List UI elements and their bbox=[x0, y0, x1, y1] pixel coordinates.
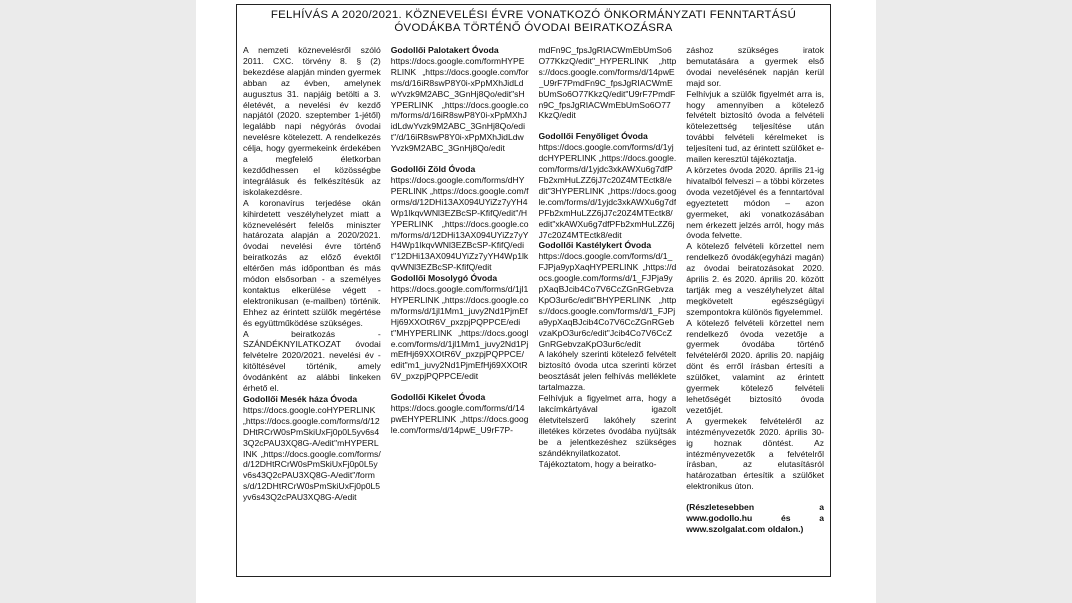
form-link[interactable]: https://docs.google.coHYPERLINK „https://docs.google.com/forms/d/12DHtRCrW0sPmSkiUxFj0p0L5yv6s43Q2cPAU3XQ8G-A/edit"mHYPERLINK „https://docs.google.com/forms/d/12DHtRCrW0sPmSkiUxFj0p0L5yv6s43Q2cPAU3XQ8G-A/edit"/forms/d/12DHtRCrW0sPmSkiUxFj0p0L5yv6s43Q2cPAU3XQ8G-A/edit bbox=[243, 404, 381, 503]
paragraph: Felhívjuk a szülők figyelmét arra is, hogy amennyiben a kötelező felvételt biztosító óvoda a felvételi kötelezettség teljesítése után további felvételi kérelmeket is teljesíteni tud, az érintett szülőket e-mailen keresztül tájékoztatja. bbox=[686, 88, 824, 165]
newspaper-page bbox=[196, 0, 876, 603]
paragraph: záshoz szükséges iratok bemutatására a gyermek első óvodai nevelésének napján kerül majd sor. bbox=[686, 45, 824, 88]
kindergarten-name: Godollői Mesék háza Óvoda bbox=[243, 394, 358, 404]
paragraph: A körzetes óvoda 2020. április 21-ig hivatalból felveszi – a többi körzetes óvoda vezetőjével és a fenntartóval egyeztetett módon – azon gyermeket, aki vonatkozásában nem érkezett jelzés arról, hogy más óvoda felvette. bbox=[686, 164, 824, 241]
details-note: (Részletesebben a www.godollo.hu és a www.szolgalat.com oldalon.) bbox=[686, 502, 824, 534]
page-title: FELHÍVÁS A 2020/2021. KÖZNEVELÉSI ÉVRE VONATKOZÓ ÖNKORMÁNYZATI FENNTARTÁSÚ ÓVODÁKBA TÖRTÉNŐ ÓVODAI BEIRATKOZÁSRA bbox=[270, 9, 797, 34]
paragraph: A beiratkozás - SZÁNDÉKNYILATKOZAT óvodai felvételre 2020/2021. nevelési év - kitöltésével történik, amely óvodánként az alábbi linkeken érhető el. bbox=[243, 328, 381, 394]
kindergarten-name: Godollői Zöld Óvoda bbox=[390, 164, 476, 175]
kindergarten-name: Godollői Palotakert Óvoda bbox=[390, 45, 499, 55]
column-1 bbox=[243, 45, 381, 572]
paragraph: A lakóhely szerinti kötelező felvételt biztosító óvoda utca szerinti körzet beosztását jelen felhívás melléklete tartalmazza. bbox=[538, 349, 677, 393]
form-link[interactable]: https://docs.google.com/forms/d/1jl1HYPERLINK „https://docs.google.com/forms/d/1jl1Mm1_juvy2Nd1PjmEfHj69XXOtR6V_pxzpjPQPPCE/edit"MHYPERLINK „https://docs.google.com/forms/d/1jl1Mm1_juvy2Nd1PjmEfHj69XXOtR6V_pxzpjPQPPCE/edit"m1_juvy2Nd1PjmEfHj69XXOtR6V_pxzpjPQPPCE/edit bbox=[390, 284, 529, 382]
paragraph: Tájékoztatom, hogy a beiratko- bbox=[538, 458, 657, 469]
paragraph: A kötelező felvételi körzettel nem rendelkező óvoda vezetője a gyermek óvodába történő felvételéről 2020. április 20. napjáig dönt és erről írásban értesíti a szülőket, valamint az érintett gyermek kötelező felvételi lehetőségét biztosító óvoda vezetőjét. bbox=[686, 317, 824, 415]
column-4 bbox=[686, 45, 824, 572]
kindergarten-name: Godollői Kikelet Óvoda bbox=[390, 392, 486, 403]
column-2 bbox=[391, 45, 529, 572]
form-link[interactable]: mdFn9C_fpsJgRIACWmEbUmSo6O77KkzQ/edit"_HYPERLINK „https://docs.google.com/forms/d/14pwE_U9rF7PmdFn9C_fpsJgRIACWmEbUmSo6O77KkzQ/edit"U9rF7PmdFn9C_fpsJgRIACWmEbUmSo6O77KkzQ/edit bbox=[538, 45, 677, 121]
column-3 bbox=[539, 45, 677, 572]
form-link[interactable]: https://docs.google.com/forms/d/1_FJPja9ypXaqHYPERLINK „https://docs.google.com/forms/d/1_FJPja9ypXaqBJcib4Co7V6CcZGnRGebvzaKpO3ur6c/edit"BHYPERLINK „https://docs.google.com/forms/d/1_FJPja9ypXaqBJcib4Co7V6CcZGnRGebvzaKpO3ur6c/edit"Jcib4Co7V6CcZGnRGebvzaKpO3ur6c/edit bbox=[538, 251, 677, 349]
paragraph: A gyermekek felvételéről az intézményvezetők 2020. április 30-ig hoznak döntést. Az intézményvezetők a felvételről írásban, az elutasításról határozatban értesítik a szülőket elektronikus úton. bbox=[686, 415, 824, 492]
announcement-box bbox=[236, 4, 831, 577]
paragraph: A kötelező felvételi körzettel nem rendelkező óvodák(egyházi magán) az óvodai beiratozásokat 2020. április 2. és 2020. április 20. között tartják meg a veszélyhelyzet által megkövetelt egészségügyi szempontokra különös figyelemmel. bbox=[686, 241, 824, 317]
kindergarten-name: Godollői Fenyőliget Óvoda bbox=[538, 131, 648, 142]
paragraph: A koronavírus terjedése okán kihirdetett veszélyhelyzet miatt a köznevelésért felelős miniszter határozata alapján a 2020/2021. óvodai nevelési évre történő beiratkozás az előző évektől eltérően más időpontban és más módon elsősorban - a személyes kontaktus elkerülése végett - elektronikusan (e-mailben) történik. Ehhez az érintett szülők megértése és együttműködése szükséges. bbox=[243, 197, 381, 328]
form-link[interactable]: https://docs.google.com/forms/d/1yjdcHYPERLINK „https://docs.google.com/forms/d/1yjdc3xkAWXu6g7dfPFb2xmHuLZZ6jJ7c20Z4MTEctk8/edit"3HYPERLINK „https://docs.google.com/forms/d/1yjdc3xkAWXu6g7dfPFb2xmHuLZZ6jJ7c20Z4MTEctk8/edit"xkAWXu6g7dfPFb2xmHuLZZ6jJ7c20Z4MTEctk8/edit bbox=[538, 142, 677, 240]
form-link[interactable]: https://docs.google.com/forms/dHYPERLINK „https://docs.google.com/forms/d/12DHi13AX094UYiZz7yYH4Wp1lkqvWNl3EZBcSP-KfifQ/edit"/HYPERLINK „https://docs.google.com/forms/d/12DHi13AX094UYiZz7yYH4Wp1lkqvWNl3EZBcSP-KfifQ/edit"12DHi13AX094UYiZz7yYH4Wp1lkqvWNl3EZBcSP-KfifQ/edit bbox=[390, 174, 529, 273]
form-link[interactable]: https://docs.google.com/formHYPERLINK „https://docs.google.com/forms/d/16iR8swP8Y0i-xPpMXhJidLdwYvzk9M2ABC_3GnHj8Qo/edit"sHYPERLINK „https://docs.google.com/forms/d/16iR8swP8Y0i-xPpMXhJidLdwYvzk9M2ABC_3GnHj8Qo/edit"/d/16iR8swP8Y0i-xPpMXhJidLdwYvzk9M2ABC_3GnHj8Qo/edit bbox=[390, 55, 529, 154]
paragraph: A nemzeti köznevelésről szóló 2011. CXC. törvény 8. § (2) bekezdése alapján minden gyermek abban az évben, amelynek augusztus 31. napjáig betölti a 3. életévét, a nevelési év kezdő napjától (2020. szeptember 1-jétől) legalább napi négyórás óvodai nevelésre kötelezett. A rendelkezés célja, hogy gyermekeink érdekében a megfelelő életkorban kezdődhessen el közösségbe integrálásuk és felkészítésük az iskolakezdésre. bbox=[243, 45, 381, 197]
kindergarten-name: Godollői Kastélykert Óvoda bbox=[538, 240, 652, 251]
text-columns bbox=[243, 45, 824, 572]
kindergarten-name: Godollői Mosolygó Óvoda bbox=[390, 273, 498, 284]
paragraph: Felhívjuk a figyelmet arra, hogy a lakcímkártyával igazolt életvitelszerű lakóhely szerint illetékes körzetes óvodába nyújtsák be a jelentkezéshez szükséges szándéknyilatkozatot. bbox=[538, 393, 677, 458]
form-link[interactable]: https://docs.google.com/forms/d/14pwEHYPERLINK „https://docs.google.com/forms/d/14pwE_U9rF7P- bbox=[390, 403, 529, 435]
